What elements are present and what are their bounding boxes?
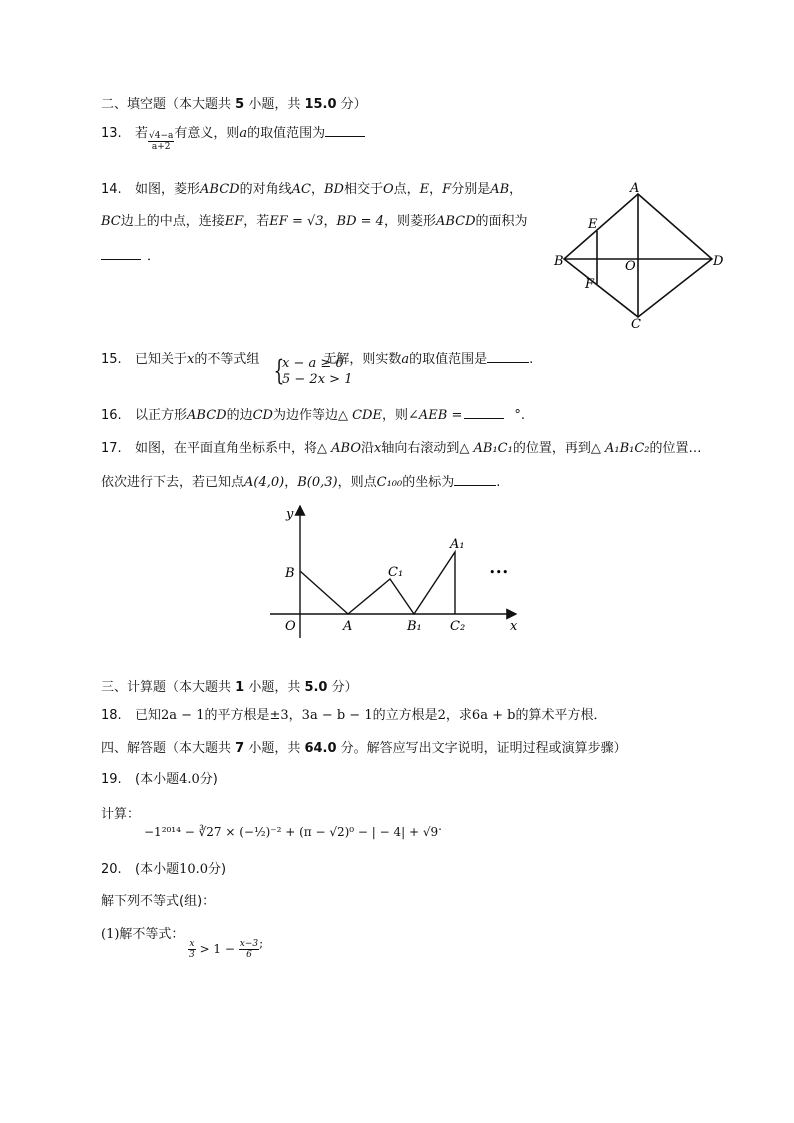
q15-math: x: [187, 352, 195, 367]
label-f: F: [585, 277, 595, 292]
question-number: 15.: [101, 352, 122, 367]
q17-text: ，则点: [337, 475, 377, 490]
q19-score: 4.0: [179, 772, 200, 787]
question-14-line-1: [101, 181, 522, 199]
q13-text: 有意义，则: [174, 126, 240, 141]
q17-text: 依次进行下去，若已知点: [101, 475, 245, 490]
question-number: 18.: [101, 708, 122, 723]
q18-math: 2a − 1: [161, 708, 205, 723]
question-number: 14.: [101, 182, 122, 197]
label-a1: A₁: [450, 537, 465, 552]
q15-text: 已知关于: [135, 352, 188, 367]
question-20-part-1: [101, 926, 184, 944]
answer-blank: [325, 124, 365, 137]
q16-math: ∠AEB =: [408, 408, 463, 423]
q17-text: 的坐标为: [402, 475, 455, 490]
question-number: 13.: [101, 126, 122, 141]
question-17-line-2: [101, 473, 500, 492]
question-20-intro: [101, 893, 215, 911]
question-17-line-1: [101, 440, 702, 458]
q17-text: ，: [284, 475, 298, 490]
q19-end: .: [438, 819, 442, 833]
q17-text: 沿: [361, 441, 375, 456]
q18-text: 的立方根是: [372, 708, 438, 723]
q18-text: ，: [288, 708, 302, 723]
q16-text: °.: [514, 408, 525, 423]
q15-text: 的不等式组: [194, 352, 260, 367]
q20-score-text: 分): [208, 862, 227, 877]
q14-math: ABCD: [200, 182, 240, 197]
q20-fraction-2: [239, 939, 259, 960]
q17-text: .: [496, 475, 501, 490]
q17-text: 的位置…: [649, 441, 702, 456]
section-count: 1: [235, 680, 245, 695]
q14-text: ．: [147, 249, 161, 264]
q19-score-text: (本小题: [135, 772, 180, 787]
question-number: 19.: [101, 772, 122, 787]
fraction-numerator: √4−a: [149, 131, 174, 141]
question-14-line-2: [101, 213, 528, 231]
q20-score: 10.0: [179, 862, 209, 877]
q15-text: 的取值范围是: [409, 352, 488, 367]
q18-math: 2: [437, 708, 446, 723]
fraction-numerator: x: [189, 939, 195, 949]
answer-blank: [101, 247, 141, 260]
inequality-1: x − a ≥ 0: [282, 356, 344, 371]
q15-system: [282, 356, 352, 388]
q19-expr: −1²⁰¹⁴ − ∛27 × (−½)⁻² + (π − √2)⁰ − | − 4| + √9: [144, 825, 439, 839]
rolling-path: [300, 552, 455, 614]
section-title-part: 分。解答应写出文字说明，证明过程或演算步骤）: [336, 741, 627, 756]
answer-blank: [464, 406, 504, 419]
inequality-2: 5 − 2x > 1: [282, 372, 353, 387]
q20-mid: > 1 −: [199, 942, 235, 956]
q14-math: AB: [490, 182, 510, 197]
question-16: [101, 406, 525, 425]
q14-math: EF: [224, 214, 244, 229]
part-label: (1): [101, 927, 120, 942]
q14-text: 分别是: [451, 182, 491, 197]
q18-text: ，求: [445, 708, 472, 723]
label-b: B: [554, 254, 564, 269]
section-calc-heading: [101, 679, 358, 697]
q16-math: CD: [252, 408, 273, 423]
q18-math: ±3: [269, 708, 289, 723]
q16-math: ABCD: [187, 408, 227, 423]
q14-math: E: [419, 182, 430, 197]
question-number: 17.: [101, 441, 122, 456]
section-score: 64.0: [304, 741, 337, 756]
fraction-denominator: a+2: [151, 142, 171, 152]
section-fill-heading: [101, 96, 367, 114]
question-20-header: [101, 861, 226, 879]
q16-text: 的边: [226, 408, 253, 423]
label-c: C: [631, 317, 641, 328]
q18-text: 已知: [135, 708, 162, 723]
q14-text: 边上的中点，连接: [120, 214, 225, 229]
q20-fraction-1: [188, 939, 196, 960]
section-title-part: 小题，共: [244, 97, 305, 112]
rolling-triangle-figure: [270, 500, 530, 645]
label-a: A: [630, 181, 640, 196]
q17-math: B(0,3): [297, 475, 338, 490]
q16-math: △ CDE: [337, 408, 382, 423]
q14-text: ，: [310, 182, 324, 197]
label-e: E: [588, 217, 598, 232]
q13-text: 若: [135, 126, 149, 141]
q13-fraction: [148, 131, 174, 152]
question-19-header: [101, 771, 218, 789]
rhombus-figure: [550, 178, 730, 328]
q14-text: 相交于: [343, 182, 383, 197]
q16-text: ，则: [381, 408, 408, 423]
q19-expression: [144, 817, 442, 841]
q15-math: a: [401, 352, 410, 367]
section-title-part: 小题，共: [244, 680, 305, 695]
q17-math: △ A₁B₁C₂: [590, 441, 650, 456]
q18-math: 3a − b − 1: [301, 708, 373, 723]
q14-text: ，: [429, 182, 443, 197]
q14-text: ，则菱形: [383, 214, 436, 229]
q14-math: BD: [323, 182, 344, 197]
q14-math: AC: [291, 182, 311, 197]
q17-text: 如图，在平面直角坐标系中，将: [135, 441, 318, 456]
section-answer-heading: [101, 740, 627, 758]
q15-text: 无解，则实数: [323, 352, 402, 367]
section-title-part: 三、计算题（本大题共: [101, 680, 236, 695]
section-count: 5: [235, 97, 245, 112]
q17-text: 的位置，再到: [512, 441, 591, 456]
label-b1: B₁: [407, 619, 422, 634]
q14-text: ，若: [243, 214, 270, 229]
section-title-part: 小题，共: [244, 741, 305, 756]
q18-text: 的平方根是: [204, 708, 270, 723]
q14-text: ，: [509, 182, 523, 197]
q20-inequality: [188, 934, 263, 960]
section-score: 15.0: [304, 97, 337, 112]
q14-math: F: [442, 182, 452, 197]
section-title-part: 分）: [336, 97, 367, 112]
q17-math: △ ABO: [317, 441, 361, 456]
question-13: [101, 124, 365, 152]
calc-label: 计算：: [101, 807, 141, 822]
q14-text: 点，: [393, 182, 420, 197]
q14-math: BC: [101, 214, 121, 229]
q16-text: 为边作等边: [272, 408, 338, 423]
q17-math: C₁₀₀: [376, 475, 403, 490]
q20-end: ;: [259, 936, 264, 950]
q16-text: 以正方形: [135, 408, 188, 423]
q15-system-brace: {: [273, 354, 285, 387]
axis-label-x: x: [510, 619, 518, 634]
label-a: A: [343, 619, 353, 634]
label-o: O: [285, 619, 296, 634]
answer-blank: [454, 473, 496, 486]
section-count: 7: [235, 741, 245, 756]
q17-math: A(4,0): [244, 475, 285, 490]
section-title-part: 分）: [327, 680, 358, 695]
section-title-part: 四、解答题（本大题共: [101, 741, 236, 756]
q20-score-text: (本小题: [135, 862, 180, 877]
q20-intro: 解下列不等式(组)：: [101, 894, 216, 909]
q14-text: ，: [323, 214, 337, 229]
label-c2: C₂: [450, 619, 466, 634]
q14-text: 的面积为: [475, 214, 528, 229]
label-d: D: [713, 254, 724, 269]
label-o: O: [625, 259, 636, 274]
fraction-denominator: 3: [189, 950, 195, 960]
section-score: 5.0: [304, 680, 328, 695]
q13-var: a: [239, 126, 248, 141]
q13-text: 的取值范围为: [247, 126, 326, 141]
section-title-part: 二、填空题（本大题共: [101, 97, 236, 112]
q14-math: O: [382, 182, 394, 197]
q17-text: 轴向右滚动到: [381, 441, 460, 456]
answer-blank: [487, 350, 529, 363]
q14-text: 的对角线: [239, 182, 292, 197]
q17-math: x: [374, 441, 382, 456]
fraction-numerator: x−3: [239, 939, 259, 949]
question-number: 20.: [101, 862, 122, 877]
continuation-dots: •••: [489, 566, 509, 579]
question-number: 16.: [101, 408, 122, 423]
q14-text: 如图，菱形: [135, 182, 201, 197]
q18-math: 6a + b: [471, 708, 516, 723]
axis-label-y: y: [286, 507, 294, 522]
q17-math: △ AB₁C₁: [459, 441, 513, 456]
q19-score-text: 分): [199, 772, 218, 787]
question-14-line-3: [101, 247, 160, 266]
fraction-denominator: 6: [246, 950, 252, 960]
label-b: B: [285, 566, 295, 581]
question-18: [101, 707, 606, 725]
q18-text: 的算术平方根．: [515, 708, 607, 723]
question-19-body: [101, 806, 140, 824]
q14-math: EF = √3: [269, 214, 324, 229]
q14-math: BD = 4: [336, 214, 384, 229]
label-c1: C₁: [388, 565, 404, 580]
q15-text: .: [529, 352, 534, 367]
part-text: 解不等式：: [119, 927, 185, 942]
q14-math: ABCD: [435, 214, 476, 229]
